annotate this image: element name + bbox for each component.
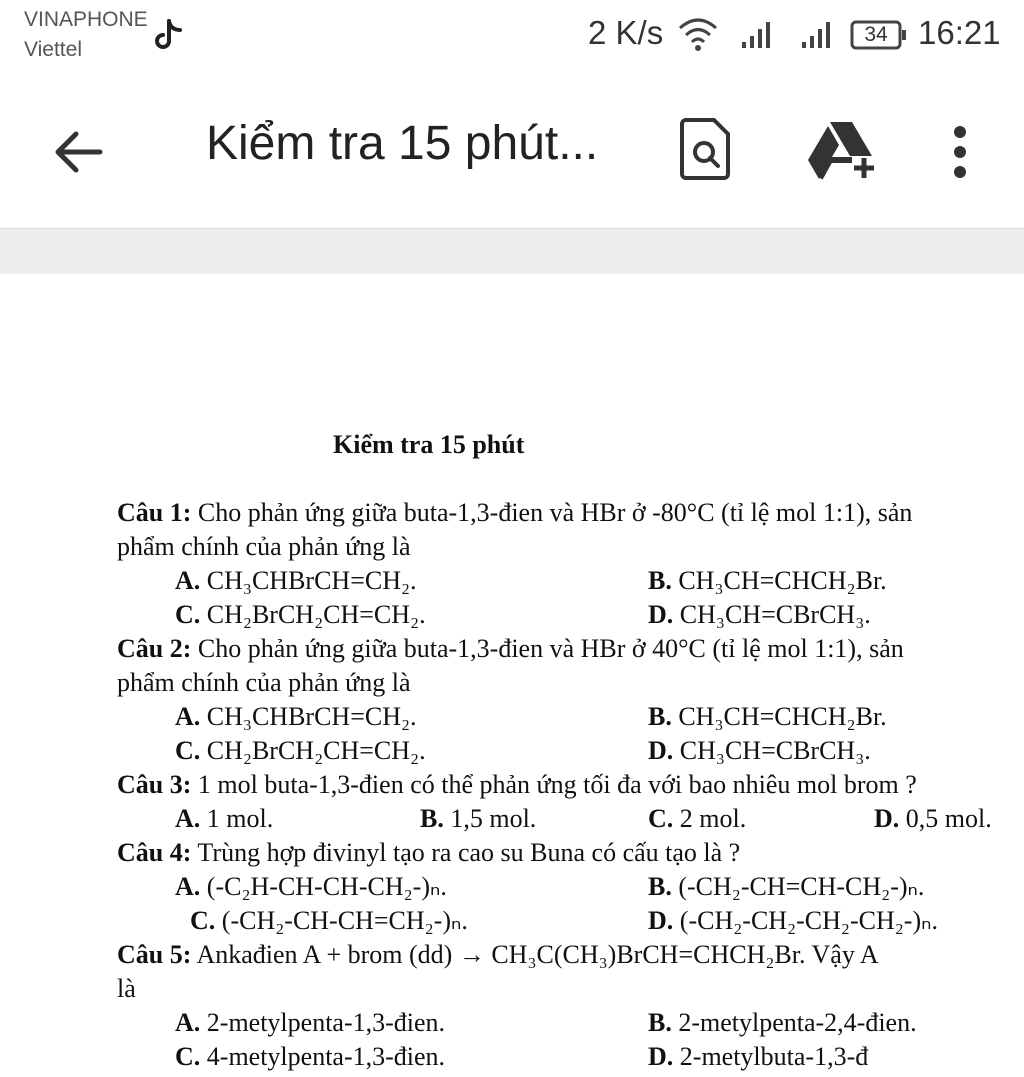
question-text: Cho phản ứng giữa buta-1,3-đien và HBr ở 40°C (tỉ lệ mol 1:1), sản xyxy=(191,634,904,663)
option-label: C. xyxy=(190,906,216,935)
option-label: A. xyxy=(175,1008,201,1037)
tiktok-icon xyxy=(152,18,186,54)
question-text: Trùng hợp đivinyl tạo ra cao su Buna có cấu tạo là ? xyxy=(191,838,741,867)
option-text: CH₃CHBrCH=CH₂. xyxy=(206,702,417,731)
question-4 xyxy=(117,836,740,870)
option-text: 2-metylpenta-1,3-đien. xyxy=(206,1008,446,1037)
option-label: A. xyxy=(175,804,201,833)
option-d xyxy=(648,904,938,938)
battery-level: 34 xyxy=(864,23,888,46)
option-label: C. xyxy=(175,600,201,629)
option-text: 4-metylpenta-1,3-đien. xyxy=(206,1042,446,1071)
more-options-icon[interactable] xyxy=(942,122,978,182)
option-label: A. xyxy=(175,566,201,595)
option-text: CH₂BrCH₂CH=CH₂. xyxy=(206,736,426,765)
question-label: Câu 4: xyxy=(117,838,192,867)
document-page xyxy=(0,274,1024,1077)
question-text-cont: phẩm chính của phản ứng là xyxy=(117,668,411,697)
option-label: D. xyxy=(648,736,674,765)
option-a xyxy=(175,1006,445,1040)
option-text: (-CH₂-CH₂-CH₂-CH₂-)ₙ. xyxy=(679,906,938,935)
option-text: 0,5 mol. xyxy=(905,804,992,833)
question-5 xyxy=(117,938,879,972)
option-d xyxy=(648,1040,868,1074)
question-label: Câu 3: xyxy=(117,770,192,799)
option-a xyxy=(175,870,447,904)
option-label: D. xyxy=(874,804,900,833)
option-label: D. xyxy=(648,1042,674,1071)
option-b xyxy=(648,564,887,598)
option-label: B. xyxy=(648,702,672,731)
option-text: (-C₂H-CH-CH-CH₂-)ₙ. xyxy=(206,872,447,901)
question-text-cont: phẩm chính của phản ứng là xyxy=(117,532,411,561)
option-text: CH₃CH=CHCH₂Br. xyxy=(678,702,887,731)
question-text-cont: là xyxy=(117,974,136,1003)
option-text: 1 mol. xyxy=(206,804,274,833)
option-text: CH₃CH=CBrCH₃. xyxy=(679,736,871,765)
option-label: D. xyxy=(648,600,674,629)
option-text: CH₃CHBrCH=CH₂. xyxy=(206,566,417,595)
option-label: B. xyxy=(648,1008,672,1037)
option-label: A. xyxy=(175,702,201,731)
option-d xyxy=(874,802,992,836)
option-a xyxy=(175,802,273,836)
option-label: B. xyxy=(648,872,672,901)
option-text: CH₃CH=CHCH₂Br. xyxy=(678,566,887,595)
option-text: 2 mol. xyxy=(679,804,747,833)
question-text: Cho phản ứng giữa buta-1,3-đien và HBr ở -80°C (tỉ lệ mol 1:1), sản xyxy=(191,498,913,527)
option-text: 1,5 mol. xyxy=(450,804,537,833)
divider xyxy=(0,228,1024,275)
option-text: (-CH₂-CH=CH-CH₂-)ₙ. xyxy=(678,872,925,901)
wifi-icon xyxy=(676,14,720,54)
question-text: 1 mol buta-1,3-đien có thể phản ứng tối đa với bao nhiêu mol brom ? xyxy=(191,770,917,799)
option-label: C. xyxy=(648,804,674,833)
clock: 16:21 xyxy=(918,14,1001,51)
option-c xyxy=(175,598,426,632)
question-label: Câu 1: xyxy=(117,498,192,527)
signal-strength-icon xyxy=(800,20,836,50)
option-text: CH₂BrCH₂CH=CH₂. xyxy=(206,600,426,629)
option-text: (-CH₂-CH-CH=CH₂-)ₙ. xyxy=(221,906,468,935)
option-a xyxy=(175,564,417,598)
option-c xyxy=(648,802,746,836)
status-bar xyxy=(0,0,1024,80)
page-title: Kiểm tra 15 phút... xyxy=(206,117,599,170)
carrier-name-primary: VINAPHONE xyxy=(24,8,148,31)
add-to-drive-icon[interactable] xyxy=(808,118,878,180)
option-b xyxy=(648,870,924,904)
app-bar xyxy=(0,80,1024,228)
signal-strength-icon xyxy=(740,20,776,50)
option-text: 2-metylbuta-1,3-đ xyxy=(679,1042,869,1071)
option-text: 2-metylpenta-2,4-đien. xyxy=(678,1008,917,1037)
option-label: B. xyxy=(648,566,672,595)
network-speed: 2 K/s xyxy=(588,14,664,51)
question-label: Câu 2: xyxy=(117,634,192,663)
option-a xyxy=(175,700,417,734)
option-b xyxy=(648,1006,917,1040)
option-label: C. xyxy=(175,736,201,765)
carrier-name-secondary: Viettel xyxy=(24,38,82,61)
option-label: C. xyxy=(175,1042,201,1071)
option-d xyxy=(648,734,871,768)
option-label: B. xyxy=(420,804,444,833)
question-2 xyxy=(117,632,904,666)
option-text: CH₃CH=CBrCH₃. xyxy=(679,600,871,629)
option-b xyxy=(648,700,887,734)
question-3 xyxy=(117,768,917,802)
option-label: A. xyxy=(175,872,201,901)
option-c xyxy=(175,734,426,768)
question-1 xyxy=(117,496,912,530)
back-arrow-icon[interactable] xyxy=(50,128,106,176)
document-title: Kiểm tra 15 phút xyxy=(333,430,525,459)
option-d xyxy=(648,598,871,632)
question-text: Ankađien A + brom (dd) → CH₃C(CH₃)BrCH=CHCH₂Br. Vậy A xyxy=(191,940,879,969)
option-c xyxy=(190,904,468,938)
option-c xyxy=(175,1040,445,1074)
question-label: Câu 5: xyxy=(117,940,192,969)
option-b xyxy=(420,802,536,836)
search-document-icon[interactable] xyxy=(678,118,732,180)
option-label: D. xyxy=(648,906,674,935)
